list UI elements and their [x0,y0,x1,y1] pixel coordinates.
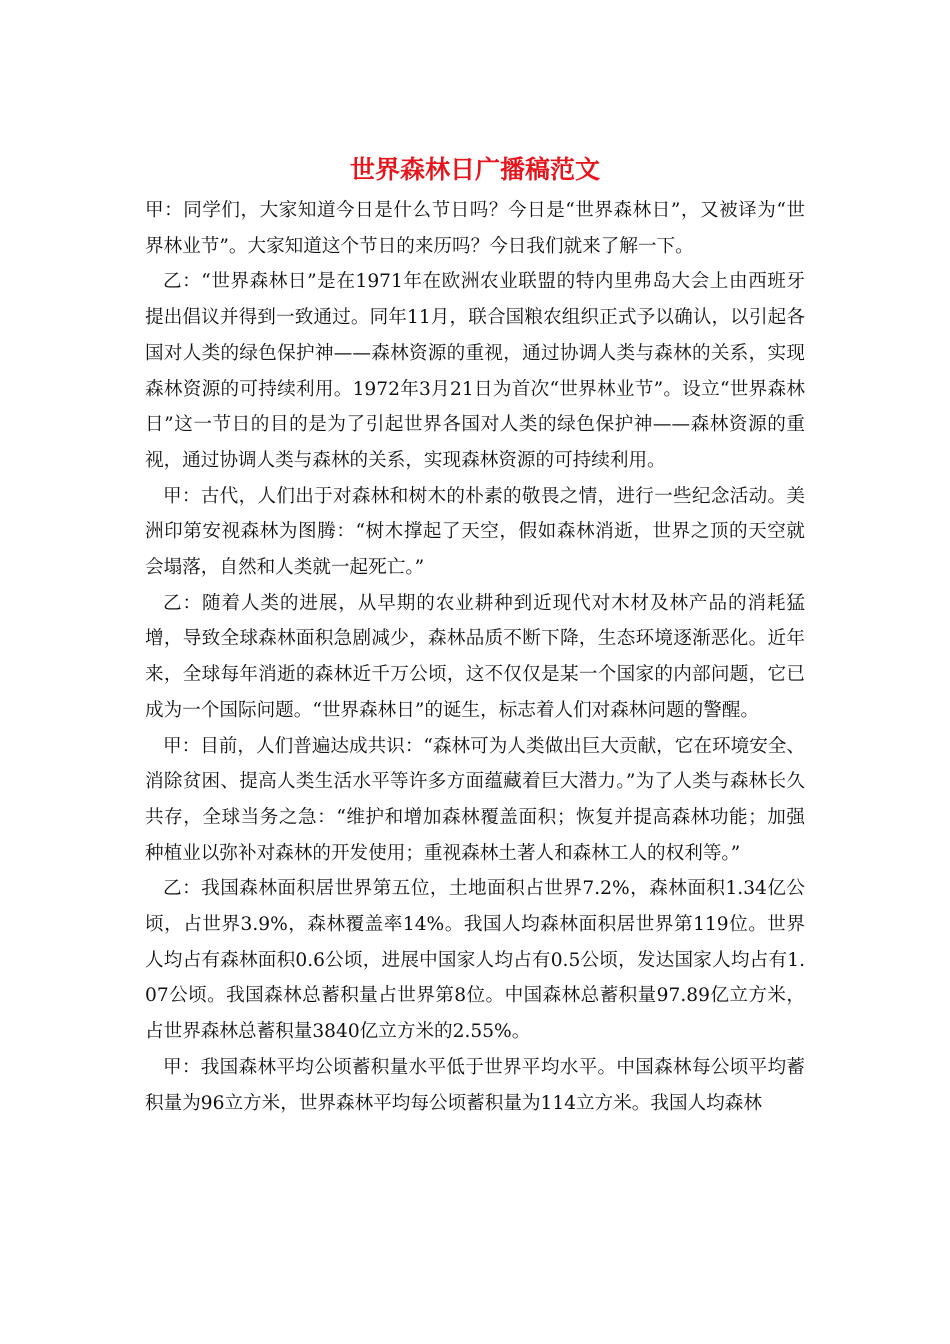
paragraph-5: 甲：目前，人们普遍达成共识：“森林可为人类做出巨大贡献，它在环境安全、消除贫困、提高人类生活水平等许多方面蕴藏着巨大潜力。”为了人类与森林长久共存，全球当务之急：“维护和增加森林覆盖面积；恢复并提高森林功能；加强种植业以弥补对森林的开发使用；重视森林土著人和森林工人的权利等。” [145,735,805,864]
document-title: 世界森林日广播稿范文 [349,155,600,184]
paragraph-2: 乙：“世界森林日”是在1971年在欧洲农业联盟的特内里弗岛大会上由西班牙提出倡议并得到一致通过。同年11月，联合国粮农组织正式予以确认，以引起各国对人类的绿色保护神——森林资源的重视，通过协调人类与森林的关系，实现森林资源的可持续利用。1972年3月21日为首次“世界林业节”。设立“世界森林日”这一节日的目的是为了引起世界各国对人类的绿色保护神——森林资源的重视，通过协调人类与森林的关系，实现森林资源的可持续利用。 [145,271,805,471]
paragraph-4: 乙：随着人类的进展，从早期的农业耕种到近现代对木材及林产品的消耗猛增，导致全球森林面积急剧减少，森林品质不断下降，生态环境逐渐恶化。近年来，全球每年消逝的森林近千万公顷，这不仅仅是某一个国家的内部问题，它已成为一个国际问题。“世界森林日”的诞生，标志着人们对森林问题的警醒。 [145,592,805,721]
document-body [145,193,805,1121]
paragraph-6: 乙：我国森林面积居世界第五位，土地面积占世界7.2%，森林面积1.34亿公顷，占世界3.9%，森林覆盖率14%。我国人均森林面积居世界第119位。世界人均占有森林面积0.6公顷，进展中国家人均占有0.5公顷，发达国家人均占有1.07公顷。我国森林总蓄积量占世界第8位。中国森林总蓄积量97.89亿立方米，占世界森林总蓄积量3840亿立方米的2.55%。 [145,878,805,1043]
paragraph-3: 甲：古代，人们出于对森林和树木的朴素的敬畏之情，进行一些纪念活动。美洲印第安视森林为图腾：“树木撑起了天空，假如森林消逝，世界之顶的天空就会塌落，自然和人类就一起死亡。” [145,485,805,579]
paragraph-7: 甲：我国森林平均公顷蓄积量水平低于世界平均水平。中国森林每公顷平均蓄积量为96立方米，世界森林平均每公顷蓄积量为114立方米。我国人均森林 [145,1056,805,1114]
paragraph-1: 甲：同学们，大家知道今日是什么节日吗？今日是“世界森林日”，又被译为“世界林业节”。大家知道这个节日的来历吗？今日我们就来了解一下。 [145,200,805,257]
